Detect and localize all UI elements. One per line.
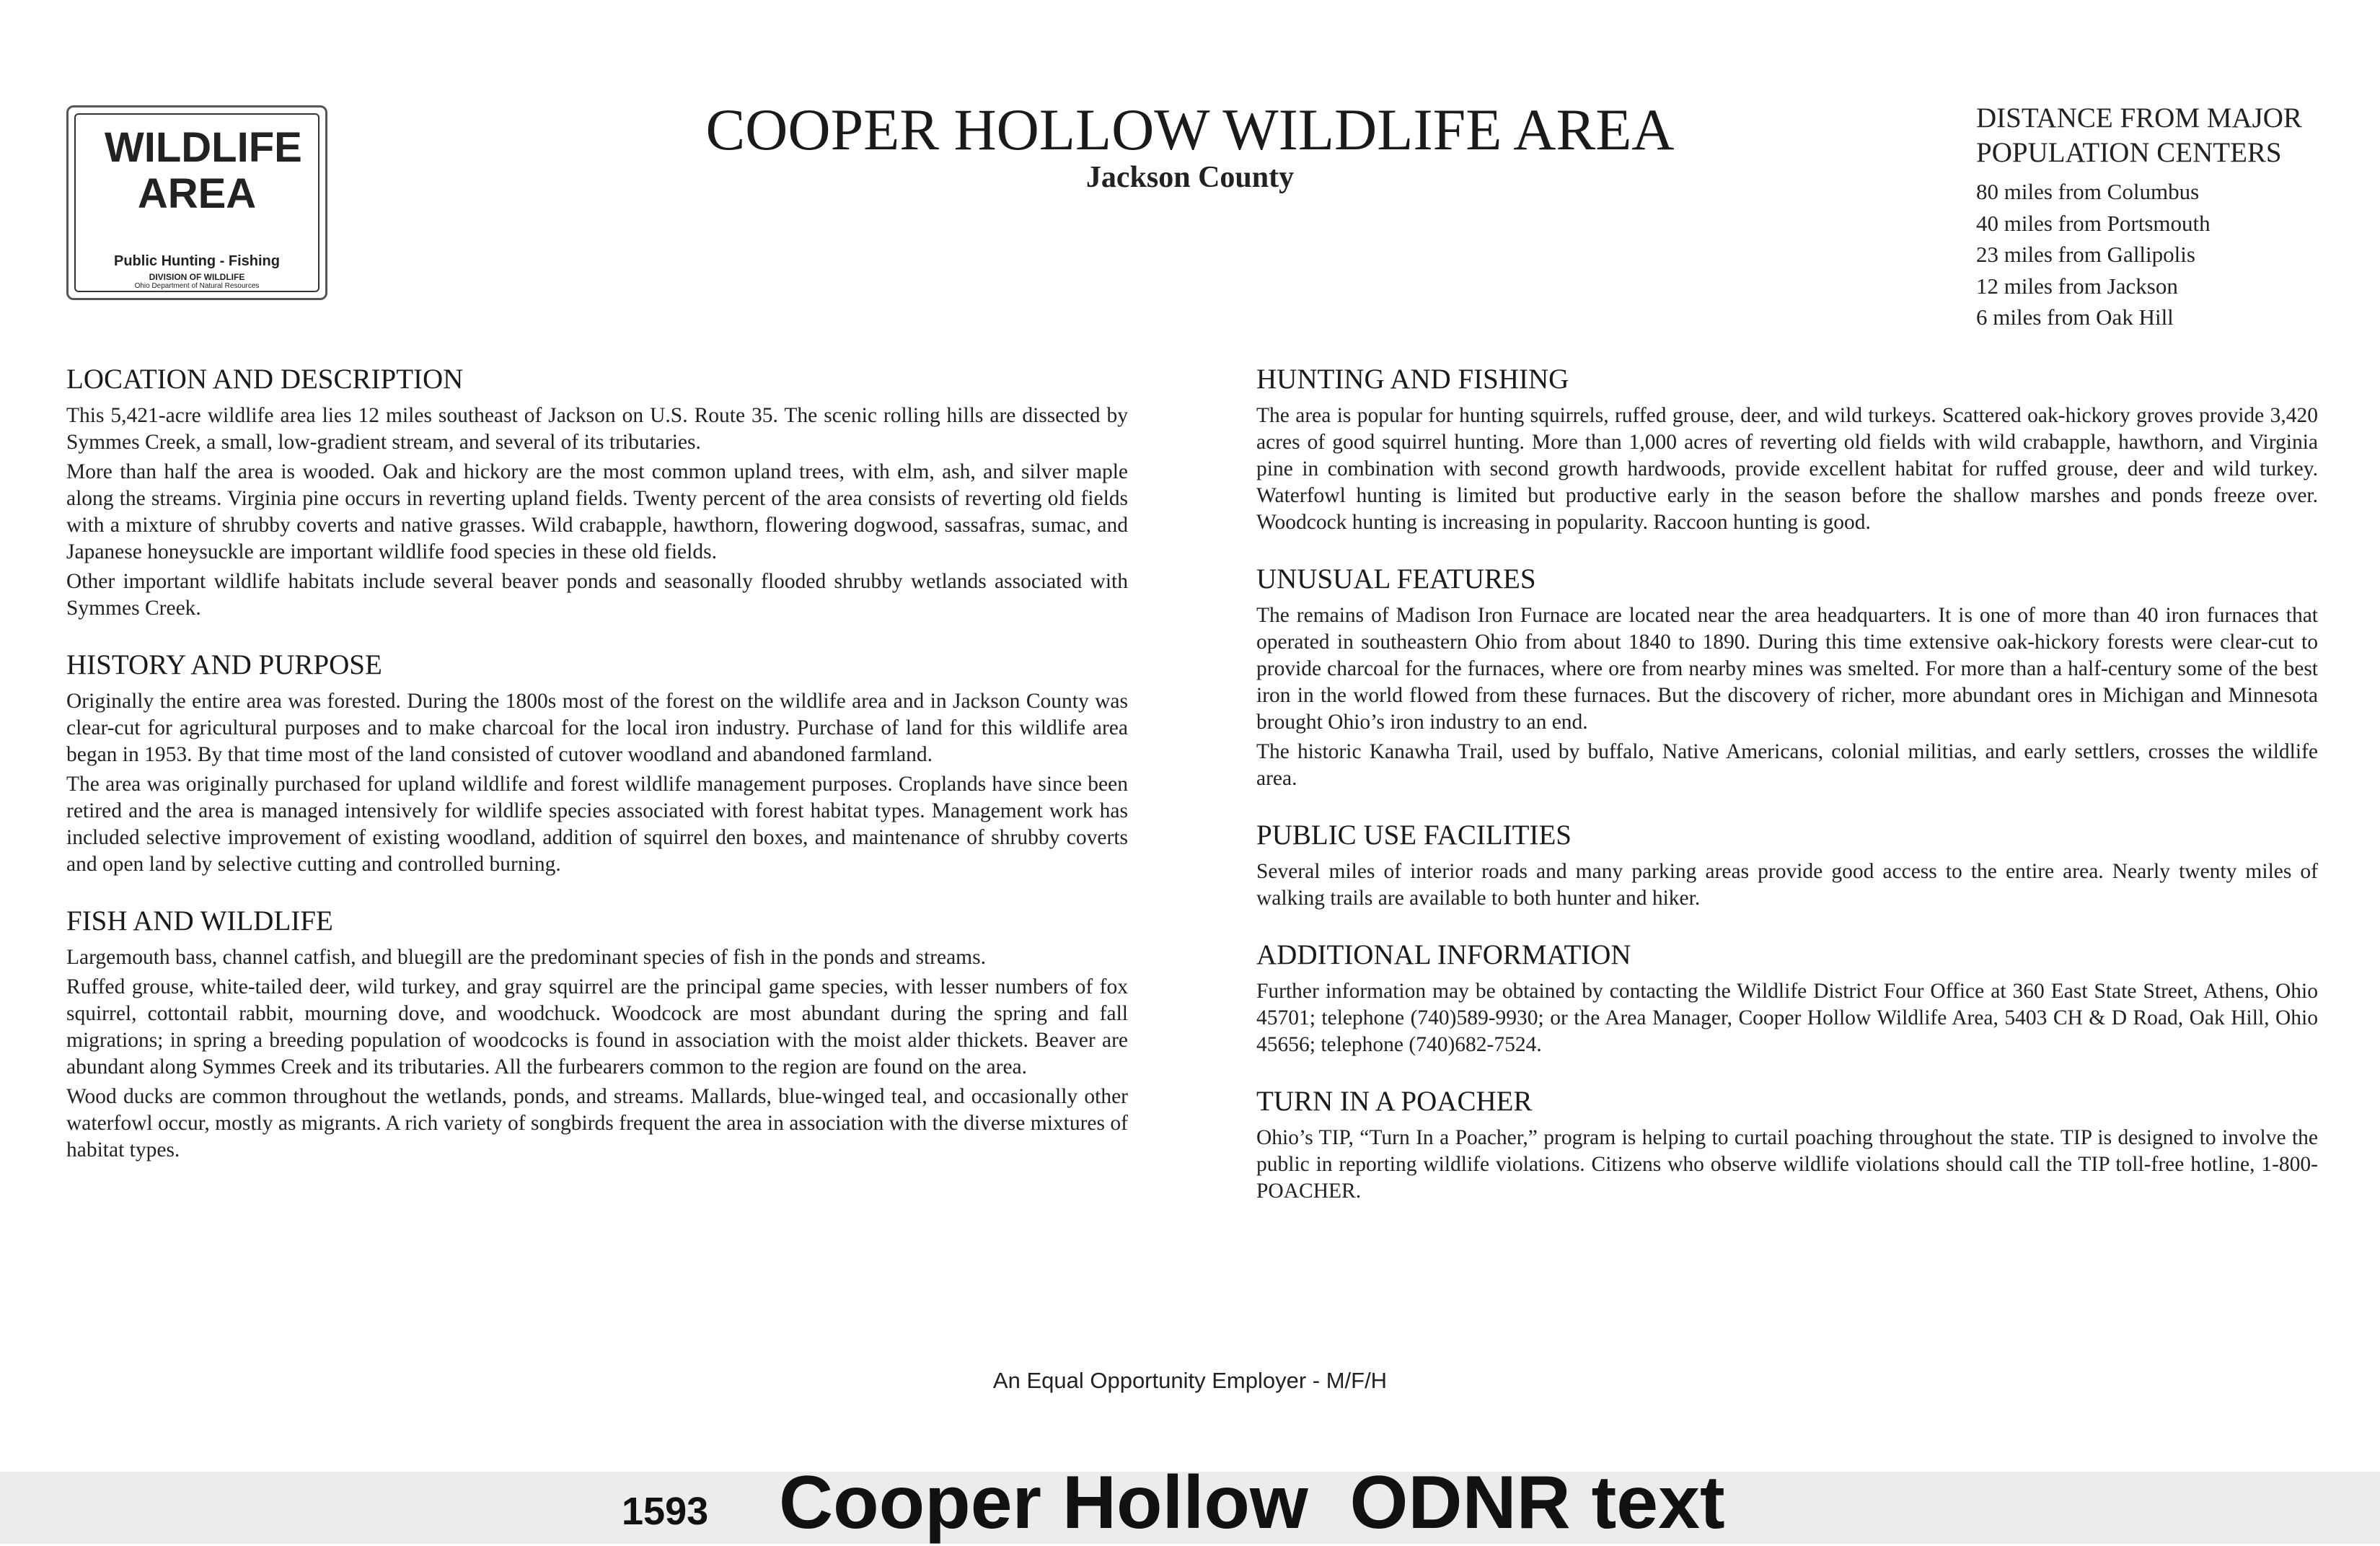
sign-title: WILDLIFE AREA (105, 124, 302, 217)
section-heading: FISH AND WILDLIFE (66, 905, 333, 936)
section-heading: HISTORY AND PURPOSE (66, 649, 382, 680)
section-heading: PUBLIC USE FACILITIES (1256, 820, 1572, 851)
sign-department: Ohio Department of Natural Resources (134, 282, 260, 290)
sign-division: DIVISION OF WILDLIFE (149, 272, 245, 282)
section-unusual-features (1256, 559, 2318, 792)
paragraph: Wood ducks are common throughout the wetlands, ponds, and streams. Mallards, blue-winged teal, and occasionally other waterfowl occur, mostly as migrants. A rich variety of songbirds frequent the area in association with the diverse mixtures of habitat types. (66, 1085, 1128, 1161)
section-history-purpose (66, 645, 1128, 878)
section-heading: ADDITIONAL INFORMATION (1256, 939, 1631, 970)
section-heading: LOCATION AND DESCRIPTION (66, 364, 464, 395)
paragraph: The historic Kanawha Trail, used by buffalo, Native Americans, colonial militias, and early settlers, crosses the wildlife area. (1256, 740, 2318, 790)
paragraph: Other important wildlife habitats include several beaver ponds and seasonally flooded shrubby wetlands associated with Symmes Creek. (66, 570, 1128, 620)
distance-item: 23 miles from Gallipolis (1976, 242, 2195, 267)
left-column (66, 359, 1128, 1187)
section-fish-wildlife (66, 901, 1128, 1164)
paragraph: The area is popular for hunting squirrels, ruffed grouse, deer, and wild turkeys. Scattered oak-hickory groves provide 3,420 acres of good squirrel hunting. More than 1,000 acres of reverting old fields with wild crabapple, hawthorn, and Virginia pine in combination with second growth hardwoods, provide excellent habitat for ruffed grouse, deer and wild turkey. Waterfowl hunting is limited but productive early in the season before the shallow marshes and ponds freeze over. Woodcock hunting is increasing in popularity. Raccoon hunting is good. (1256, 404, 2318, 534)
right-column (1256, 359, 2318, 1228)
paragraph: Largemouth bass, channel catfish, and bluegill are the predominant species of fish in the ponds and streams. (66, 946, 986, 969)
section-heading: TURN IN A POACHER (1256, 1086, 1533, 1117)
distance-item: 80 miles from Columbus (1976, 179, 2200, 204)
sign-inner-border (74, 113, 319, 292)
section-location-description (66, 359, 1128, 622)
paragraph: The area was originally purchased for upland wildlife and forest wildlife management purposes. Croplands have since been retired and the area is managed intensively for wildlife species associated with forest habitat types. Management work has included selective improvement of existing woodland, addition of squirrel den boxes, and maintenance of shrubby coverts and open land by selective cutting and controlled burning. (66, 773, 1128, 876)
job-label: Cooper Hollow ODNR text (779, 1461, 1725, 1545)
section-hunting-fishing (1256, 359, 2318, 536)
paragraph: Ohio’s TIP, “Turn In a Poacher,” program is helping to curtail poaching throughout the state. TIP is designed to involve the public in reporting wildlife violations. Citizens who observe wildlife violations should call the TIP toll-free hotline, 1-800-POACHER. (1256, 1126, 2318, 1203)
paragraph: Originally the entire area was forested. During the 1800s most of the forest on the wildlife area and in Jackson County was clear-cut for agricultural purposes and to make charcoal for the local iron industry. Purchase of land for this wildlife area began in 1953. By that time most of the land consisted of cutover woodland and abandoned farmland. (66, 690, 1128, 766)
wildlife-area-sign-logo (66, 105, 327, 300)
job-number: 1593 (622, 1490, 709, 1533)
page-title: COOPER HOLLOW WILDLIFE AREA (705, 97, 1675, 162)
distance-box (1976, 101, 2337, 333)
distance-heading: DISTANCE FROM MAJOR POPULATION CENTERS (1976, 102, 2302, 168)
county-subtitle: Jackson County (1085, 161, 1295, 194)
section-public-use-facilities (1256, 815, 2318, 912)
equal-opportunity-note: An Equal Opportunity Employer - M/F/H (992, 1368, 1388, 1393)
distance-list (1976, 176, 2337, 333)
paragraph: More than half the area is wooded. Oak and hickory are the most common upland trees, with elm, ash, and silver maple along the streams. Virginia pine occurs in reverting upland fields. Twenty percent of the area consists of reverting old fields with a mixture of shrubby coverts and native grasses. Wild crabapple, hawthorn, flowering dogwood, sassafras, sumac, and Japanese honeysuckle are important wildlife food species in these old fields. (66, 460, 1128, 563)
section-heading: HUNTING AND FISHING (1256, 364, 1569, 395)
sign-subtitle: Public Hunting - Fishing (114, 253, 280, 269)
paragraph: Ruffed grouse, white-tailed deer, wild turkey, and gray squirrel are the principal game species, with lesser numbers of fox squirrel, cottontail rabbit, mourning dove, and woodchuck. Woodcock are most abundant during the spring and fall migrations; in spring a breeding population of woodcocks is found in association with the moist alder thickets. Beaver are abundant along Symmes Creek and its tributaries. All the furbearers common to the region are found on the area. (66, 975, 1128, 1079)
section-additional-information (1256, 935, 2318, 1058)
paragraph: Further information may be obtained by contacting the Wildlife District Four Office at 360 East State Street, Athens, Ohio 45701; telephone (740)589-9930; or the Area Manager, Cooper Hollow Wildlife Area, 5403 CH & D Road, Oak Hill, Ohio 45656; telephone (740)682-7524. (1256, 980, 2318, 1056)
distance-item: 12 miles from Jackson (1976, 273, 2178, 299)
section-turn-in-a-poacher (1256, 1081, 2318, 1205)
paragraph: The remains of Madison Iron Furnace are located near the area headquarters. It is one of more than 40 iron furnaces that operated in southeastern Ohio from about 1840 to 1890. During this time extensive oak-hickory forests were clear-cut to provide charcoal for the furnaces, where ore from nearby mines was smelted. For more than a half-century some of the best iron in the world flowed from these furnaces. But the discovery of richer, more abundant ores in Michigan and Minnesota brought Ohio’s iron industry to an end. (1256, 604, 2318, 734)
distance-item: 6 miles from Oak Hill (1976, 304, 2174, 330)
paragraph: This 5,421-acre wildlife area lies 12 miles southeast of Jackson on U.S. Route 35. The scenic rolling hills are dissected by Symmes Creek, a small, low-gradient stream, and several of its tributaries. (66, 404, 1128, 454)
distance-item: 40 miles from Portsmouth (1976, 210, 2211, 236)
paragraph: Several miles of interior roads and many parking areas provide good access to the entire area. Nearly twenty miles of walking trails are available to both hunter and hiker. (1256, 860, 2318, 910)
section-heading: UNUSUAL FEATURES (1256, 563, 1536, 594)
